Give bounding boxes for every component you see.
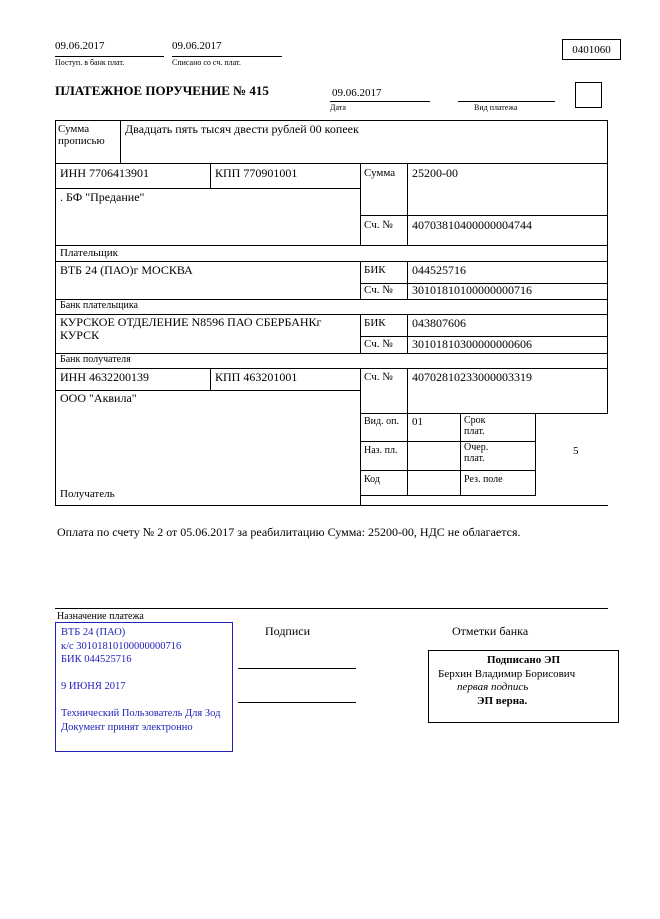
grid-line [535,413,536,495]
grid-line [407,261,408,299]
grid-line [120,120,121,164]
grid-line [360,261,361,299]
grid-line [360,495,536,496]
stamp-line: БИК 044525716 [61,654,132,665]
payer-kpp: КПП 770901001 [215,166,298,180]
payee-bank-account-value: 30101810300000000606 [412,337,532,351]
stamp-line [61,667,227,681]
stamp-line: ВТБ 24 (ПАО) [61,627,126,638]
debited-label: Списано со сч. плат. [172,58,241,67]
priority-value: 5 [573,445,579,457]
code-label: Код [364,474,380,485]
payee-kpp: КПП 463201001 [215,370,298,384]
payer-inn: ИНН 7706413901 [60,166,149,180]
signatures-label: Подписи [265,624,311,638]
stamp-line: Технический Пользователь Для Зод [61,708,221,719]
grid-line [55,245,608,246]
payment-purpose-label: Назначение платежа [57,611,144,622]
op-type-label: Вид. оп. [364,416,399,427]
stamp-line: 9 ИЮНЯ 2017 [61,681,126,692]
received-date: 09.06.2017 [55,40,105,52]
received-label: Поступ. в банк плат. [55,58,125,67]
payee-bank-bik-value: 043807606 [412,316,466,330]
underline [55,56,164,57]
grid-line [407,314,408,353]
underline [172,56,282,57]
term-label: Срок плат. [464,415,486,438]
signature-line [238,668,356,669]
stamp-line: Документ принят электронно [61,721,193,733]
grid-line [55,368,608,369]
payment-type-box [575,82,602,108]
amount-words-value: Двадцать пять тысяч двести рублей 00 копеек [125,122,359,136]
grid-line [55,608,608,609]
ep-signed-title: Подписано ЭП [486,654,561,666]
date-label: Дата [330,103,346,112]
payee-account-label: Сч. № [364,371,393,383]
amount-value: 25200-00 [412,166,458,180]
debited-date: 09.06.2017 [172,40,222,52]
payee-section-label: Получатель [60,488,115,500]
grid-line [607,120,608,414]
bank-stamp [55,622,233,752]
amount-words-label: Сумма прописью [58,123,105,148]
underline [330,101,430,102]
grid-line [55,120,56,505]
payer-bank-name: ВТБ 24 (ПАО)г МОСКВА [60,263,193,277]
payer-account-label: Сч. № [364,219,393,231]
grid-line [55,163,608,164]
reserve-field-label: Рез. поле [464,474,503,485]
op-type-value: 01 [412,416,423,428]
payer-name: . БФ "Предание" [60,190,145,204]
payer-bank-account-label: Сч. № [364,284,393,296]
grid-line [210,368,211,391]
payee-inn: ИНН 4632200139 [60,370,149,384]
payer-section-label: Плательщик [60,247,118,259]
document-title: ПЛАТЕЖНОЕ ПОРУЧЕНИЕ № 415 [55,83,269,98]
payment-type-label: Вид платежа [474,103,518,112]
grid-line [360,163,361,245]
payee-bank-bik-label: БИК [364,317,386,329]
payee-bank-section-label: Банк получателя [60,354,131,365]
underline [458,101,555,102]
amount-label: Сумма [364,167,396,179]
grid-line [407,163,408,245]
ep-validity: ЭП верна. [477,694,528,707]
signature-line [238,702,356,703]
electronic-signature-stamp [428,650,619,723]
payment-purpose-text: Оплата по счету № 2 от 05.06.2017 за реабилитацию Сумма: 25200-00, НДС не облагается. [57,525,521,539]
document-date: 09.06.2017 [332,87,382,99]
payee-bank-name: КУРСКОЕ ОТДЕЛЕНИЕ N8596 ПАО СБЕРБАНКг КУРСК [60,315,322,343]
ep-signer-name: Берхин Владимир Борисович [438,667,576,680]
form-code-box [562,39,621,60]
grid-line [360,368,361,505]
grid-line [55,505,608,506]
priority-label: Очер. плат. [464,442,489,465]
ep-signature-role: первая подпись [457,681,529,693]
grid-line [55,353,608,354]
payer-bank-section-label: Банк плательщика [60,300,138,311]
grid-line [55,188,361,189]
purpose-code-label: Наз. пл. [364,445,398,456]
payee-account-value: 40702810233000003319 [412,370,532,384]
payer-bank-account-value: 30101810100000000716 [412,283,532,297]
stamp-line: к/с 30101810100000000716 [61,640,182,652]
stamp-line [61,694,227,708]
grid-line [360,314,361,353]
grid-line [210,163,211,189]
grid-line [360,441,536,442]
grid-line [407,368,408,495]
grid-line [360,470,536,471]
payer-account-value: 40703810400000004744 [412,218,532,232]
payer-bank-bik-label: БИК [364,264,386,276]
grid-line [460,413,461,495]
payee-bank-account-label: Сч. № [364,338,393,350]
grid-line [360,215,608,216]
bank-marks-label: Отметки банка [452,624,529,638]
grid-line [55,261,608,262]
grid-line [55,120,608,121]
payee-name: ООО "Аквила" [60,391,137,405]
form-code: 0401060 [572,43,611,56]
payer-bank-bik-value: 044525716 [412,263,466,277]
grid-line [360,413,608,414]
